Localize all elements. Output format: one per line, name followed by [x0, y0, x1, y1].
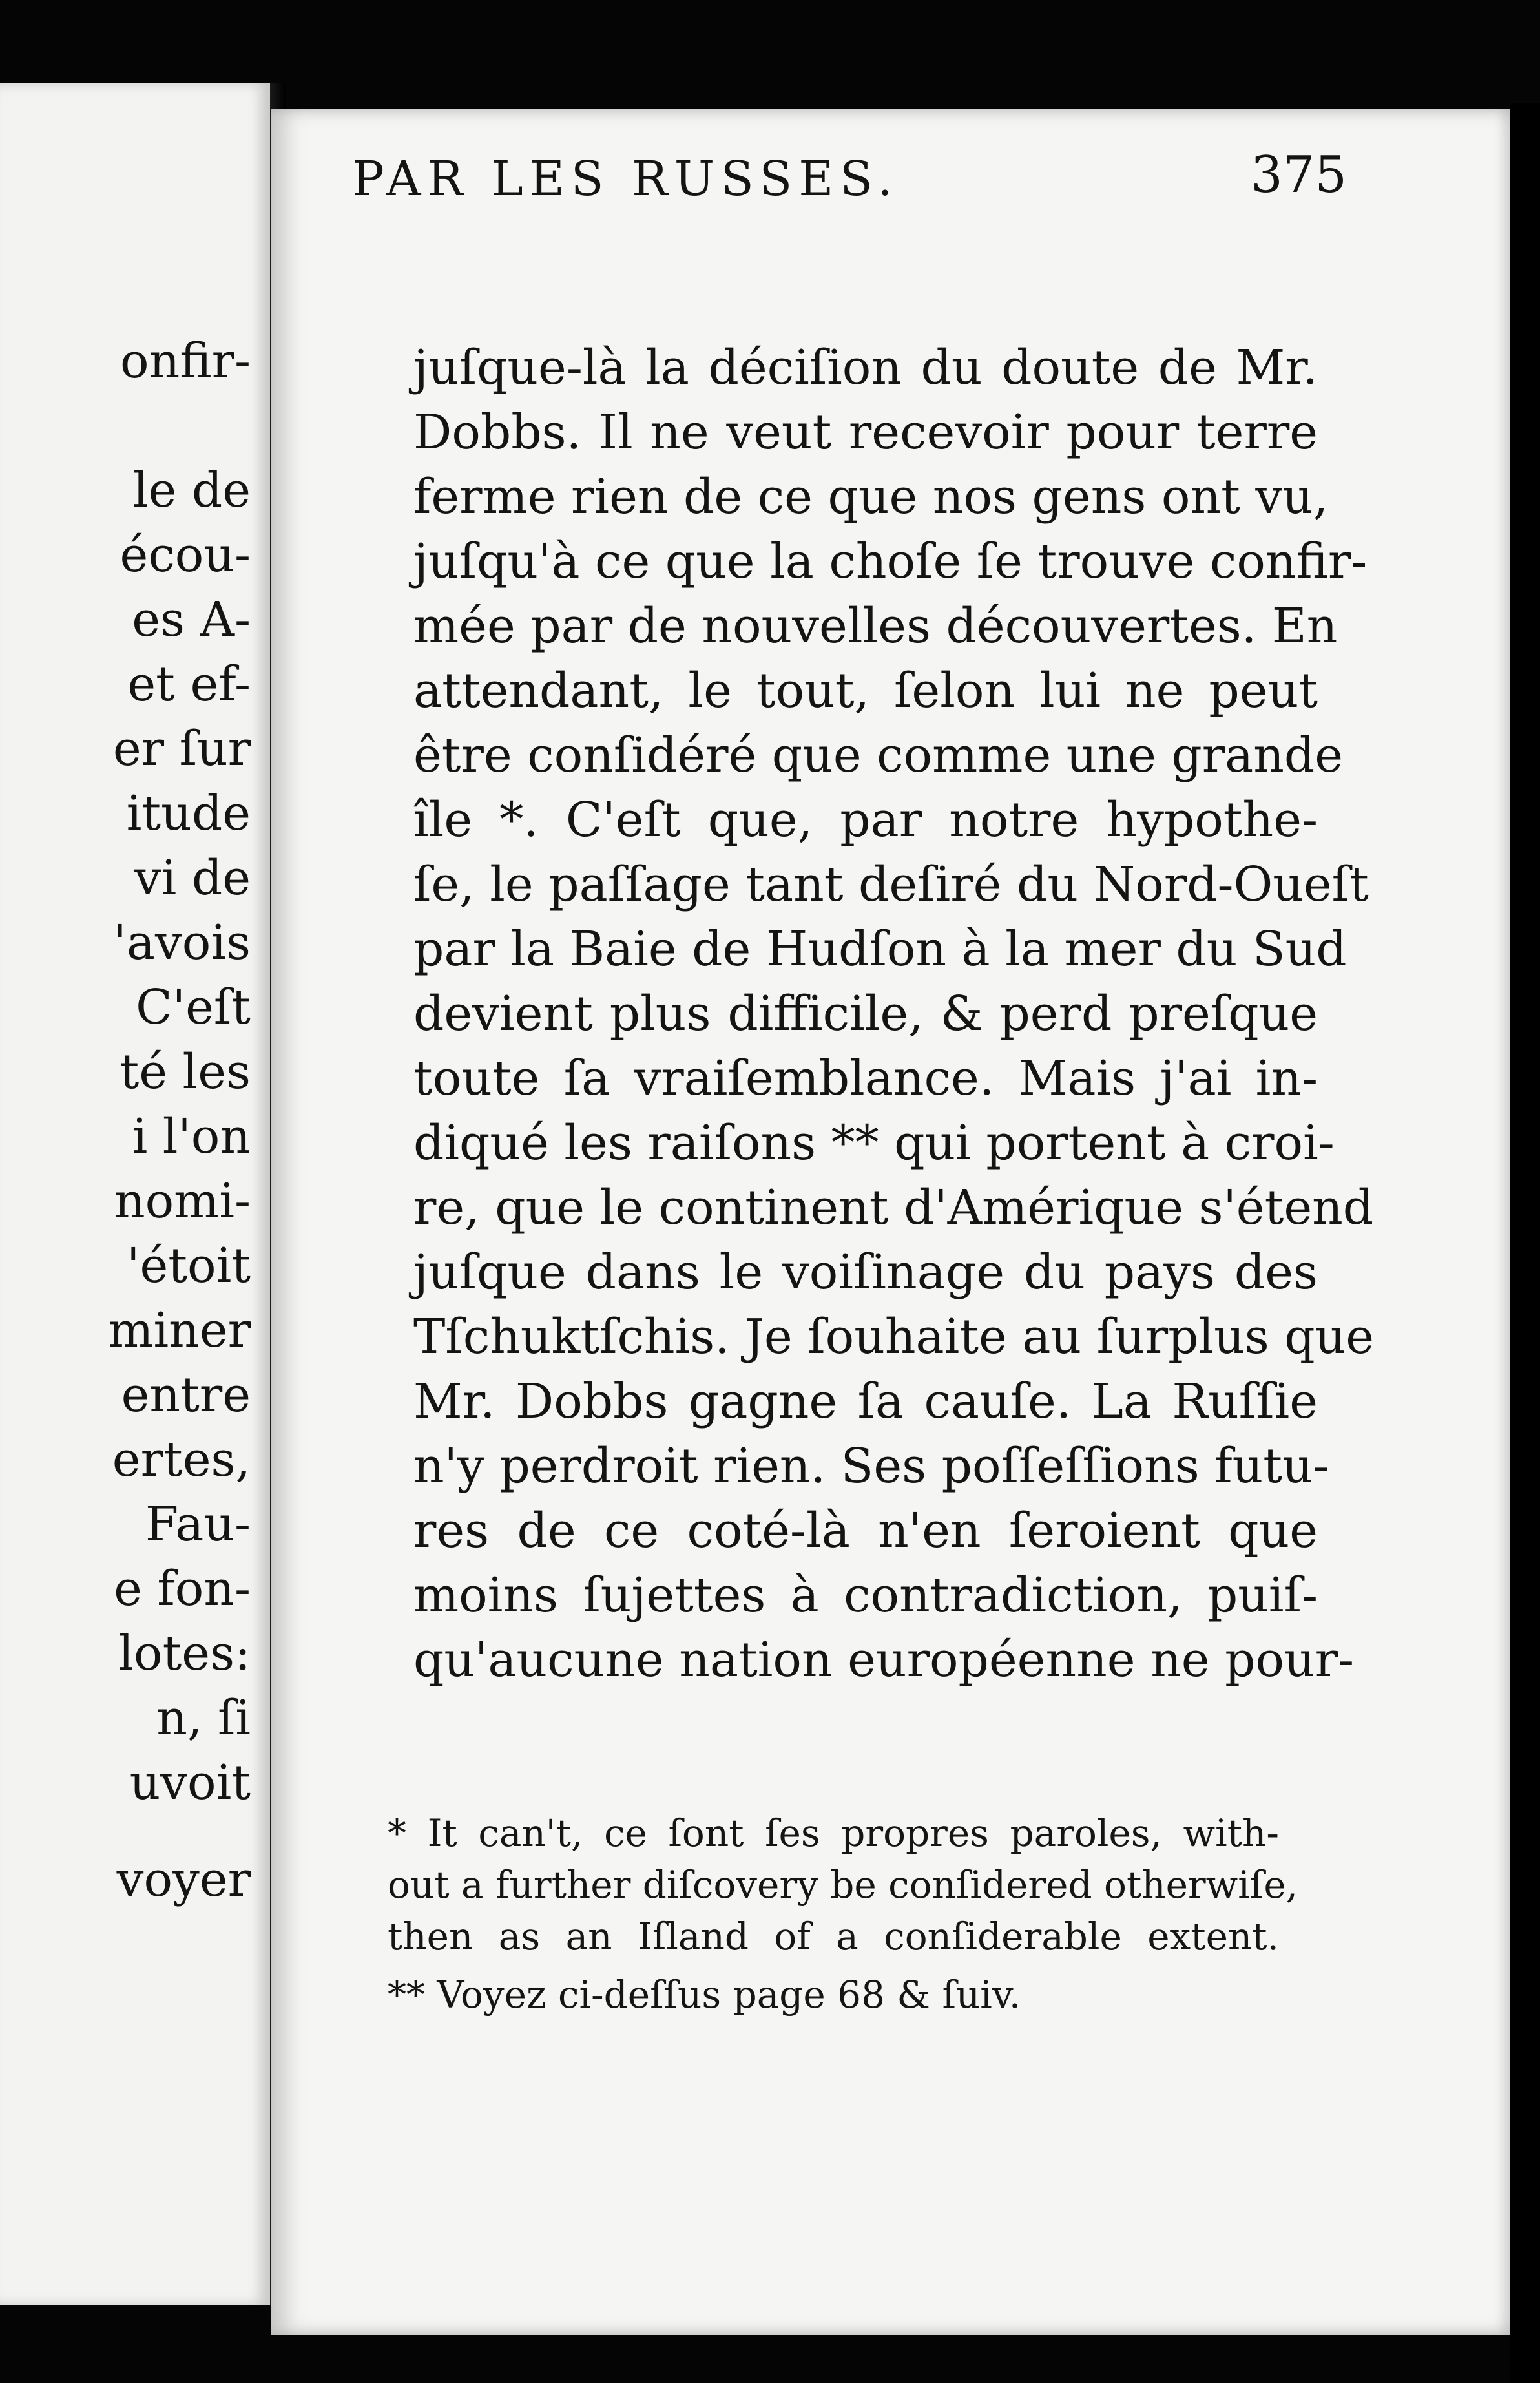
body-line: devient plus difficile, & perd preſque [413, 986, 1318, 1042]
left-page-line: et ef- [127, 656, 251, 712]
body-line: par la Baie de Hudſon à la mer du Sud [413, 921, 1347, 977]
left-page-line: le de [132, 463, 251, 518]
body-line: Tſchuktſchis. Je ſouhaite au ſurplus que [413, 1309, 1375, 1365]
left-page-line: té les [120, 1044, 251, 1100]
body-line: ferme rien de ce que nos gens ont vu, [413, 469, 1329, 525]
left-page-line: itude [126, 786, 251, 841]
left-page-line: Fau- [145, 1496, 251, 1552]
body-line: toute ſa vraiſemblance. Mais j'ai in- [413, 1051, 1318, 1106]
footnote-line: then as an Iſland of a conſiderable extent. [388, 1915, 1279, 1958]
footnote-line: out a further diſcovery be conſidered otherwiſe, [388, 1863, 1298, 1907]
left-page-line: entre [121, 1367, 251, 1423]
footnote-line: * It can't, ce ſont ſes propres paroles, with- [388, 1811, 1279, 1855]
body-line: Mr. Dobbs gagne ſa cauſe. La Ruſſie [413, 1374, 1318, 1429]
left-page-line: 'étoit [127, 1238, 251, 1294]
body-line: n'y perdroit rien. Ses poſſeſſions futu- [413, 1438, 1329, 1494]
left-page-line: onfir- [120, 333, 251, 389]
body-line: attendant, le tout, ſelon lui ne peut [413, 663, 1318, 719]
body-line: mée par de nouvelles découvertes. En [413, 598, 1338, 654]
body-line: moins ſujettes à contradiction, puiſ- [413, 1568, 1318, 1623]
left-page-line: ertes, [112, 1432, 251, 1487]
page-header [352, 146, 1347, 208]
left-page-line: er ſur [112, 721, 251, 777]
left-page-line: 'avois [113, 915, 251, 971]
body-line: Dobbs. Il ne veut recevoir pour terre [413, 404, 1318, 460]
body-line: res de ce coté-là n'en ſeroient que [413, 1503, 1318, 1559]
facing-page-left [0, 83, 270, 2305]
left-page-line: n, ſi [156, 1690, 251, 1746]
body-line: qu'aucune nation européenne ne pour- [413, 1632, 1355, 1688]
left-page-line: voyer [116, 1852, 251, 1907]
left-page-line: lotes: [118, 1626, 251, 1681]
body-line: juſque-là la déciſion du doute de Mr. [413, 340, 1318, 395]
left-page-line: C'eſt [136, 980, 251, 1035]
page-edge-shadow [1510, 103, 1540, 2383]
running-head: PAR LES RUSSES. [352, 151, 899, 207]
left-page-line: uvoit [129, 1755, 251, 1811]
left-page-line: e fon- [114, 1561, 251, 1617]
left-page-line: nomi- [114, 1173, 251, 1229]
body-line: diqué les raiſons ** qui portent à croi- [413, 1115, 1335, 1171]
body-line: re, que le continent d'Amérique s'étend [413, 1180, 1374, 1235]
body-line: juſqu'à ce que la choſe ſe trouve confir- [413, 534, 1368, 589]
footnote-line: ** Voyez ci-deſſus page 68 & ſuiv. [388, 1973, 1021, 2017]
body-line: ſe, le paſſage tant deſiré du Nord-Oueſt [413, 857, 1369, 912]
left-page-line: i l'on [132, 1109, 251, 1164]
left-page-line: es A- [132, 592, 251, 647]
body-line: être conſidéré que comme une grande [413, 728, 1344, 783]
left-page-line: vi de [134, 850, 251, 906]
left-page-line: miner [108, 1303, 251, 1358]
left-page-line: écou- [120, 527, 251, 583]
body-line: juſque dans le voiſinage du pays des [413, 1244, 1318, 1300]
body-line: île *. C'eſt que, par notre hypothe- [413, 792, 1318, 848]
page-number: 375 [1251, 146, 1347, 204]
